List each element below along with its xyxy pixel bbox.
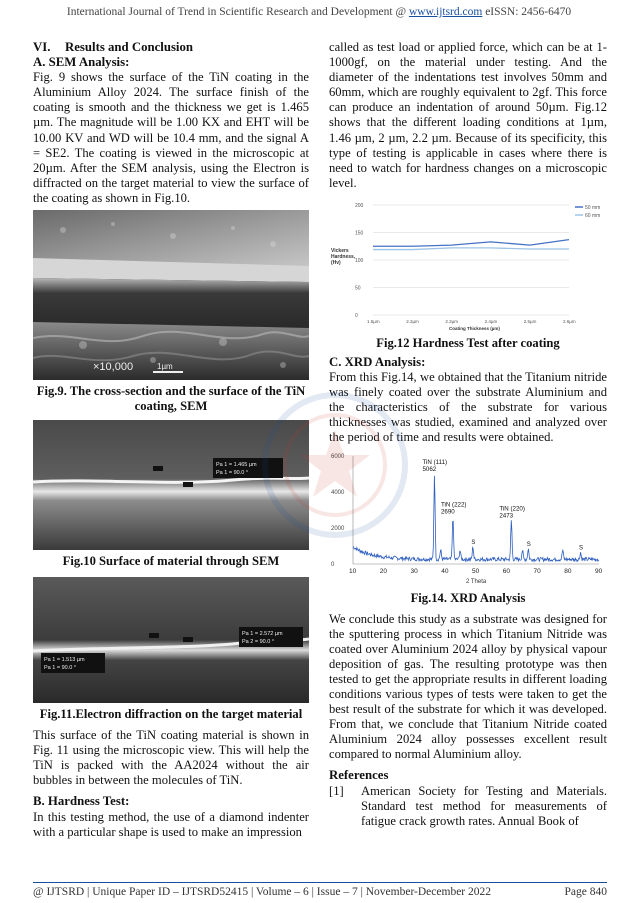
page-header — [0, 6, 638, 18]
fig12-series-line — [373, 240, 569, 247]
fig14-peak-label: TiN (222) — [440, 501, 467, 509]
fig12-xtick-label: 2.2µm — [406, 318, 419, 324]
fig10-label-1b: Pa 1 = 90.0 ° — [216, 470, 249, 477]
fig14-xtick-label: 40 — [441, 567, 449, 575]
conclusion-paragraph: We conclude this study as a substrate was designed for the sputtering process in which Titanium Nitride was coated over Aluminium 2024 alloy by physical vapour deposition of gas. The resulting prototype was then tested to get the appropriate results in different loading conditions various types of tests were taken to get the best result of the substrate for which it was developed. From that, we conclude that Titanium Nitride coated Aluminium 2024 alloy possesses excellent result compared to normal Aluminium alloy. — [329, 611, 607, 762]
fig11-label-1a: Pa 1 = 1.513 µm — [44, 657, 85, 664]
fig10-image — [33, 420, 309, 550]
fig12-legend-label: 60 mm — [585, 212, 601, 219]
fig14-xtick-label: 60 — [502, 567, 510, 575]
fig12-svg — [329, 197, 607, 333]
tin-paragraph: This surface of the TiN coating material is shown in Fig. 11 using the microscopic view. This will help the TiN is packed with the AA2024 without the air bubbles in between the molecules of TiN. — [33, 728, 309, 788]
issn: eISSN: 2456-6470 — [482, 6, 572, 18]
fig14-peak-marker: S — [471, 539, 476, 546]
fig14-peak-value: 2690 — [440, 508, 455, 516]
fig12-series-line — [373, 248, 569, 250]
reference-text: American Society for Testing and Materials. Standard test method for measurements of fatigue crack growth rates. Annual Book of — [361, 783, 607, 828]
fig11-caption: Fig.11.Electron diffraction on the target material — [39, 707, 303, 722]
fig12-xtick-label: 2.2µm — [445, 318, 459, 324]
fig12-ytick-label: 200 — [355, 202, 364, 209]
journal-link[interactable]: www.ijtsrd.com — [408, 6, 483, 18]
fig14-peak-label: TiN (220) — [499, 504, 525, 512]
fig12-ytick-label: 0 — [355, 312, 358, 319]
fig9-image — [33, 210, 309, 380]
fig14-ytick-label: 0 — [331, 561, 335, 568]
section-heading: VI. Results and Conclusion — [33, 40, 194, 54]
fig11-label-2a: Pa 1 = 2.572 µm — [242, 631, 283, 638]
fig14-ytick-label: 2000 — [331, 525, 345, 532]
fig12-xlabel: Coating Thickness (µm) — [449, 325, 500, 331]
fig12-xtick-label: 1.5µm — [367, 318, 380, 324]
xrd-heading: C. XRD Analysis: — [329, 354, 426, 369]
fig11-label-2b: Pa 2 = 90.0 ° — [242, 639, 275, 646]
fig14-peak-label: TiN (111) — [422, 458, 448, 466]
fig14-xtick-label: 30 — [410, 567, 418, 575]
fig12-xtick-label: 2.5µm — [523, 318, 537, 324]
footer-info: @ IJTSRD | Unique Paper ID – IJTSRD52415 | Volume – 6 | Issue – 7 | November-December 2022 — [33, 886, 492, 898]
fig12-chart — [329, 197, 607, 333]
page-number: Page 840 — [564, 886, 607, 898]
fig12-legend-label: 50 mm — [585, 204, 601, 211]
sem-heading: A. SEM Analysis: — [33, 55, 130, 70]
reference-number: [1] — [329, 783, 344, 798]
left-column — [33, 40, 309, 840]
fig14-ytick-label: 4000 — [331, 489, 345, 496]
fig14-peak-value: 5062 — [422, 465, 437, 473]
fig9-scale: 1µm — [157, 362, 173, 372]
fig14-ytick-label: 6000 — [331, 453, 345, 460]
fig14-xtick-label: 70 — [533, 567, 541, 575]
fig14-caption: Fig.14. XRD Analysis — [410, 590, 526, 605]
fig11-label-1b: Pa 1 = 90.0 ° — [44, 665, 77, 672]
fig12-caption: Fig.12 Hardness Test after coating — [376, 335, 560, 350]
fig12-xtick-label: 2.6µm — [563, 318, 576, 324]
fig14-xtick-label: 90 — [595, 567, 603, 575]
right-column — [329, 40, 607, 829]
fig14-xtick-label: 20 — [379, 567, 387, 575]
journal-title: International Journal of Trend in Scientific Research and Development @ — [66, 6, 409, 18]
fig14-pattern-line — [353, 475, 599, 561]
hardness-heading: B. Hardness Test: — [33, 794, 130, 809]
fig12-ylabel: (Hv) — [331, 259, 341, 266]
fig12-ylabel: Hardness, — [331, 253, 356, 260]
fig12-ytick-label: 50 — [355, 285, 361, 292]
fig14-peak-marker: S — [579, 544, 584, 551]
xrd-paragraph: From this Fig.14, we obtained that the Titanium nitride was finely coated over the substrate Aluminium and the characteristics of the substrate for various thicknesses was studied, examined and analyzed over the period of time and results were obtained. — [329, 370, 607, 445]
fig14-chart — [329, 450, 607, 588]
fig14-xtick-label: 50 — [472, 567, 480, 575]
references-heading: References — [329, 768, 389, 783]
fig10-caption: Fig.10 Surface of material through SEM — [62, 554, 280, 569]
fig10-label-1a: Pa 1 = 1.465 µm — [216, 462, 257, 469]
reference-item — [329, 784, 607, 829]
fig12-xtick-label: 2.4µm — [484, 318, 498, 324]
fig12-ylabel: Vickers — [331, 247, 349, 254]
fig14-xtick-label: 10 — [349, 567, 357, 575]
fig14-peak-marker: S — [526, 541, 531, 548]
fig11-image — [33, 577, 309, 703]
page-footer — [33, 882, 607, 898]
fig12-ytick-label: 150 — [355, 230, 364, 237]
hardness-paragraph-left: In this testing method, the use of a diamond indenter with a particular shape is used to make an impression — [33, 809, 309, 839]
hardness-paragraph-right: called as test load or applied force, which can be at 1-1000gf, on the material under testing. And the diameter of the indentations test involves 50mm and 60mm, which are roughly equivalent to 2gf. This force can produce an indentation of around 50µm. Fig.12 shows that the different loading conditions at 1µm, 1.46 µm, 2 µm, 2.2 µm. Because of its specificity, this type of testing is applicable in cases where there is need to watch for hardness changes on a microscopic level. — [329, 40, 607, 190]
fig14-peak-value: 2473 — [499, 511, 514, 519]
sem-paragraph: Fig. 9 shows the surface of the TiN coating in the Aluminium Alloy 2024. The surface finish of the coating is smooth and the thickness we get is 1.465 µm. The magnitude will be 1.00 KX and EHT will be 10.00 KV and WD will be 10.4 mm, and the signal A = SE2. The coating is viewed in the microscopic at 20µm. After the SEM analysis, using the Electron is diffracted on the target material to view the surface of the coating as shown in Fig.10. — [33, 70, 309, 205]
fig12-ytick-label: 100 — [355, 257, 364, 264]
fig9-magnification: ×10,000 — [93, 361, 134, 374]
fig9-caption: Fig.9. The cross-section and the surface of the TiN coating, SEM — [36, 384, 306, 414]
fig14-xtick-label: 80 — [564, 567, 572, 575]
fig14-xlabel: 2 Theta — [466, 578, 487, 585]
fig14-svg — [329, 450, 607, 588]
